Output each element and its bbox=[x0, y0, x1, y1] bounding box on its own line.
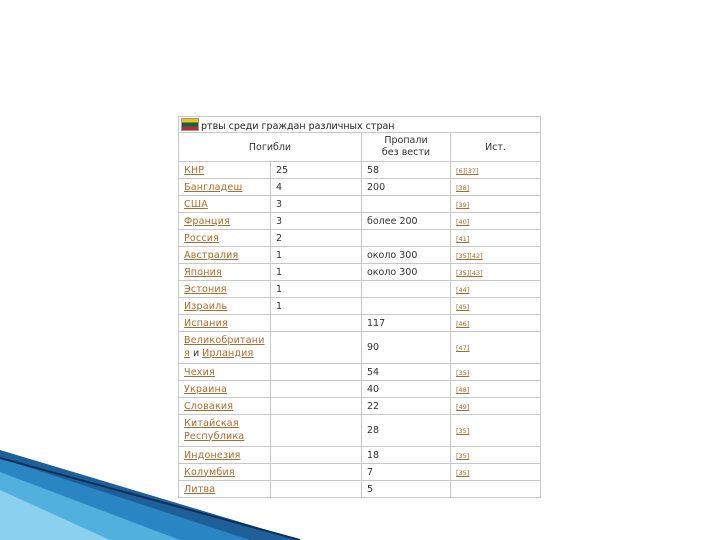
killed-cell: 1 bbox=[271, 281, 362, 298]
table-row bbox=[179, 230, 541, 247]
table-row bbox=[179, 332, 541, 364]
country-link[interactable]: Ирландия bbox=[202, 347, 254, 359]
missing-cell: 90 bbox=[362, 332, 451, 364]
source-link[interactable]: [35][42] bbox=[451, 247, 541, 264]
country-link[interactable]: Колумбия bbox=[184, 466, 235, 478]
country-connector: и bbox=[189, 347, 203, 359]
country-link[interactable]: Франция bbox=[184, 215, 230, 227]
table-row bbox=[179, 398, 541, 415]
killed-cell: 1 bbox=[271, 247, 362, 264]
missing-cell: 28 bbox=[362, 415, 451, 447]
source-link[interactable]: [40] bbox=[451, 213, 541, 230]
killed-cell bbox=[271, 481, 362, 498]
country-link[interactable]: КНР bbox=[184, 164, 205, 176]
country-link[interactable]: Словакия bbox=[184, 400, 234, 412]
table-row bbox=[179, 381, 541, 398]
country-link[interactable]: Австралия bbox=[184, 249, 239, 261]
killed-cell: 1 bbox=[271, 264, 362, 281]
country-link[interactable]: Россия bbox=[184, 232, 220, 244]
table-row bbox=[179, 281, 541, 298]
source-link[interactable]: [35] bbox=[451, 447, 541, 464]
lithuania-flag-icon bbox=[181, 118, 199, 131]
table-row bbox=[179, 315, 541, 332]
table-caption: ртвы среди граждан различных стран bbox=[179, 117, 541, 133]
missing-cell: 117 bbox=[362, 315, 451, 332]
country-link[interactable]: Украина bbox=[184, 383, 227, 395]
killed-cell bbox=[271, 415, 362, 447]
header-killed: Погибли bbox=[179, 133, 362, 162]
country-link[interactable]: я bbox=[184, 347, 190, 359]
country-link[interactable]: Чехия bbox=[184, 366, 215, 378]
country-link[interactable]: Литва bbox=[184, 483, 216, 495]
source-link[interactable] bbox=[451, 481, 541, 498]
killed-cell: 4 bbox=[271, 179, 362, 196]
source-link[interactable]: [49] bbox=[451, 398, 541, 415]
table-row bbox=[179, 298, 541, 315]
table-row bbox=[179, 179, 541, 196]
country-link[interactable]: Великобритани bbox=[184, 335, 265, 347]
country-link[interactable]: Эстония bbox=[184, 283, 227, 295]
missing-cell: 58 bbox=[362, 162, 451, 179]
source-link[interactable]: [47] bbox=[451, 332, 541, 364]
table-row bbox=[179, 213, 541, 230]
country-link[interactable]: Япония bbox=[184, 266, 222, 278]
source-link[interactable]: [48] bbox=[451, 381, 541, 398]
killed-cell bbox=[271, 381, 362, 398]
country-link[interactable]: США bbox=[184, 198, 208, 210]
killed-cell bbox=[271, 364, 362, 381]
header-missing: Пропали без вести bbox=[362, 133, 451, 162]
missing-cell: около 300 bbox=[362, 247, 451, 264]
missing-cell: 200 bbox=[362, 179, 451, 196]
missing-cell: 54 bbox=[362, 364, 451, 381]
table-row bbox=[179, 364, 541, 381]
table-row bbox=[179, 481, 541, 498]
killed-cell bbox=[271, 398, 362, 415]
source-link[interactable]: [35] bbox=[451, 415, 541, 447]
missing-cell: около 300 bbox=[362, 264, 451, 281]
header-source: Ист. bbox=[451, 133, 541, 162]
missing-cell bbox=[362, 196, 451, 213]
casualties-table bbox=[178, 116, 541, 498]
table-row bbox=[179, 264, 541, 281]
source-link[interactable]: [38] bbox=[451, 179, 541, 196]
source-link[interactable]: [6][37] bbox=[451, 162, 541, 179]
country-link[interactable]: Индонезия bbox=[184, 449, 241, 461]
missing-cell bbox=[362, 298, 451, 315]
missing-cell: 40 bbox=[362, 381, 451, 398]
source-link[interactable]: [35] bbox=[451, 464, 541, 481]
killed-cell: 1 bbox=[271, 298, 362, 315]
table-row bbox=[179, 247, 541, 264]
country-link[interactable]: Израиль bbox=[184, 300, 228, 312]
source-link[interactable]: [35] bbox=[451, 364, 541, 381]
missing-cell: 7 bbox=[362, 464, 451, 481]
killed-cell: 2 bbox=[271, 230, 362, 247]
killed-cell bbox=[271, 464, 362, 481]
country-link[interactable]: Китайская bbox=[184, 418, 239, 430]
killed-cell: 3 bbox=[271, 213, 362, 230]
table-row bbox=[179, 162, 541, 179]
source-link[interactable]: [39] bbox=[451, 196, 541, 213]
table-row bbox=[179, 415, 541, 447]
table-row bbox=[179, 447, 541, 464]
missing-cell: 22 bbox=[362, 398, 451, 415]
missing-cell: более 200 bbox=[362, 213, 451, 230]
table-row bbox=[179, 464, 541, 481]
country-link[interactable]: Испания bbox=[184, 317, 228, 329]
killed-cell bbox=[271, 315, 362, 332]
missing-cell: 18 bbox=[362, 447, 451, 464]
source-link[interactable]: [41] bbox=[451, 230, 541, 247]
table-row bbox=[179, 196, 541, 213]
source-link[interactable]: [35][43] bbox=[451, 264, 541, 281]
source-link[interactable]: [46] bbox=[451, 315, 541, 332]
source-link[interactable]: [44] bbox=[451, 281, 541, 298]
country-link[interactable]: Бангладеш bbox=[184, 181, 243, 193]
country-link[interactable]: Республика bbox=[184, 430, 245, 442]
missing-cell: 5 bbox=[362, 481, 451, 498]
missing-cell bbox=[362, 281, 451, 298]
killed-cell: 3 bbox=[271, 196, 362, 213]
missing-cell bbox=[362, 230, 451, 247]
killed-cell: 25 bbox=[271, 162, 362, 179]
source-link[interactable]: [45] bbox=[451, 298, 541, 315]
killed-cell bbox=[271, 332, 362, 364]
killed-cell bbox=[271, 447, 362, 464]
